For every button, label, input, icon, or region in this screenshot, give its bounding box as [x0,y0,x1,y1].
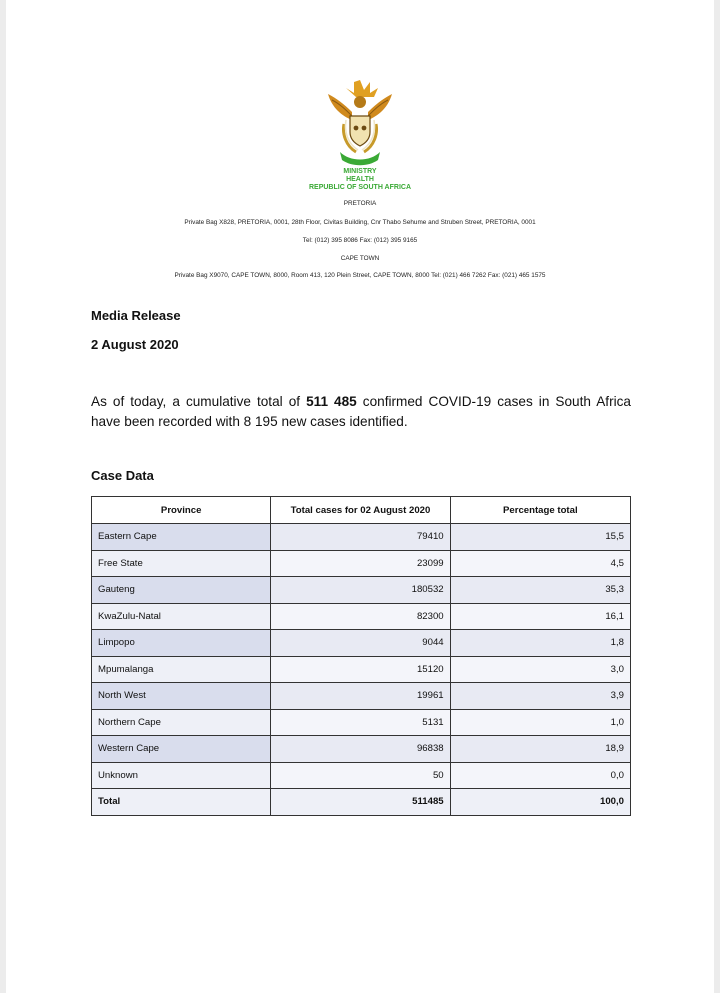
province-cell: Gauteng [92,577,271,604]
case-data-table [91,496,631,816]
province-cell: Western Cape [92,736,271,763]
table-row [92,524,631,551]
percentage-cell: 18,9 [450,736,630,763]
table-row [92,656,631,683]
table-row [92,630,631,657]
cases-cell: 180532 [271,577,450,604]
percentage-cell: 3,9 [450,683,630,710]
release-title: Media Release [91,308,181,323]
column-header-province: Province [92,497,271,524]
province-cell: Northern Cape [92,709,271,736]
province-cell: Mpumalanga [92,656,271,683]
capetown-label: CAPE TOWN [340,255,380,262]
table-row [92,683,631,710]
total-cases-cell: 511485 [271,789,450,816]
total-label-cell: Total [92,789,271,816]
cases-cell: 23099 [271,550,450,577]
province-cell: KwaZulu-Natal [92,603,271,630]
capetown-address: Private Bag X9070, CAPE TOWN, 8000, Room 413, 120 Plein Street, CAPE TOWN, 8000 Tel: (021) 466 7262 Fax: (021) 465 1575 [174,272,546,279]
total-percentage-cell: 100,0 [450,789,630,816]
table-header-row [92,497,631,524]
cases-cell: 82300 [271,603,450,630]
table-row [92,603,631,630]
table-row [92,709,631,736]
cases-cell: 96838 [271,736,450,763]
pretoria-phone: Tel: (012) 395 8086 Fax: (012) 395 9165 [302,237,418,244]
province-cell: Free State [92,550,271,577]
cases-cell: 50 [271,762,450,789]
percentage-cell: 3,0 [450,656,630,683]
pretoria-address: Private Bag X828, PRETORIA, 0001, 28th Floor, Civitas Building, Cnr Thabo Sehume and Struben Street, PRETORIA, 0001 [184,219,536,226]
ministry-line-2: HEALTH [346,176,374,183]
province-cell: Limpopo [92,630,271,657]
cases-cell: 19961 [271,683,450,710]
percentage-cell: 16,1 [450,603,630,630]
cases-cell: 15120 [271,656,450,683]
percentage-cell: 1,0 [450,709,630,736]
column-header-percentage: Percentage total [450,497,630,524]
table-row [92,736,631,763]
percentage-cell: 1,8 [450,630,630,657]
percentage-cell: 35,3 [450,577,630,604]
table-row [92,550,631,577]
ministry-line-3: REPUBLIC OF SOUTH AFRICA [308,184,412,191]
cases-cell: 9044 [271,630,450,657]
coat-of-arms-logo [322,76,398,168]
column-header-total-cases: Total cases for 02 August 2020 [271,497,450,524]
province-cell: Unknown [92,762,271,789]
table-total-row [92,789,631,816]
table-row [92,577,631,604]
province-cell: Eastern Cape [92,524,271,551]
ministry-line-1: MINISTRY [343,168,377,175]
release-paragraph [91,392,631,432]
province-cell: North West [92,683,271,710]
cases-cell: 79410 [271,524,450,551]
release-date: 2 August 2020 [91,337,179,352]
paragraph-text-end: confirmed COVID-19 cases in South Africa have been recorded with 8 195 new cases identified. [91,394,631,429]
percentage-cell: 4,5 [450,550,630,577]
percentage-cell: 15,5 [450,524,630,551]
percentage-cell: 0,0 [450,762,630,789]
paragraph-text-start: As of today, a cumulative total of [91,394,307,409]
total-cases-figure: 511 485 [306,394,357,409]
table-row [92,762,631,789]
case-data-heading: Case Data [91,468,154,483]
cases-cell: 5131 [271,709,450,736]
pretoria-label: PRETORIA [343,200,377,207]
